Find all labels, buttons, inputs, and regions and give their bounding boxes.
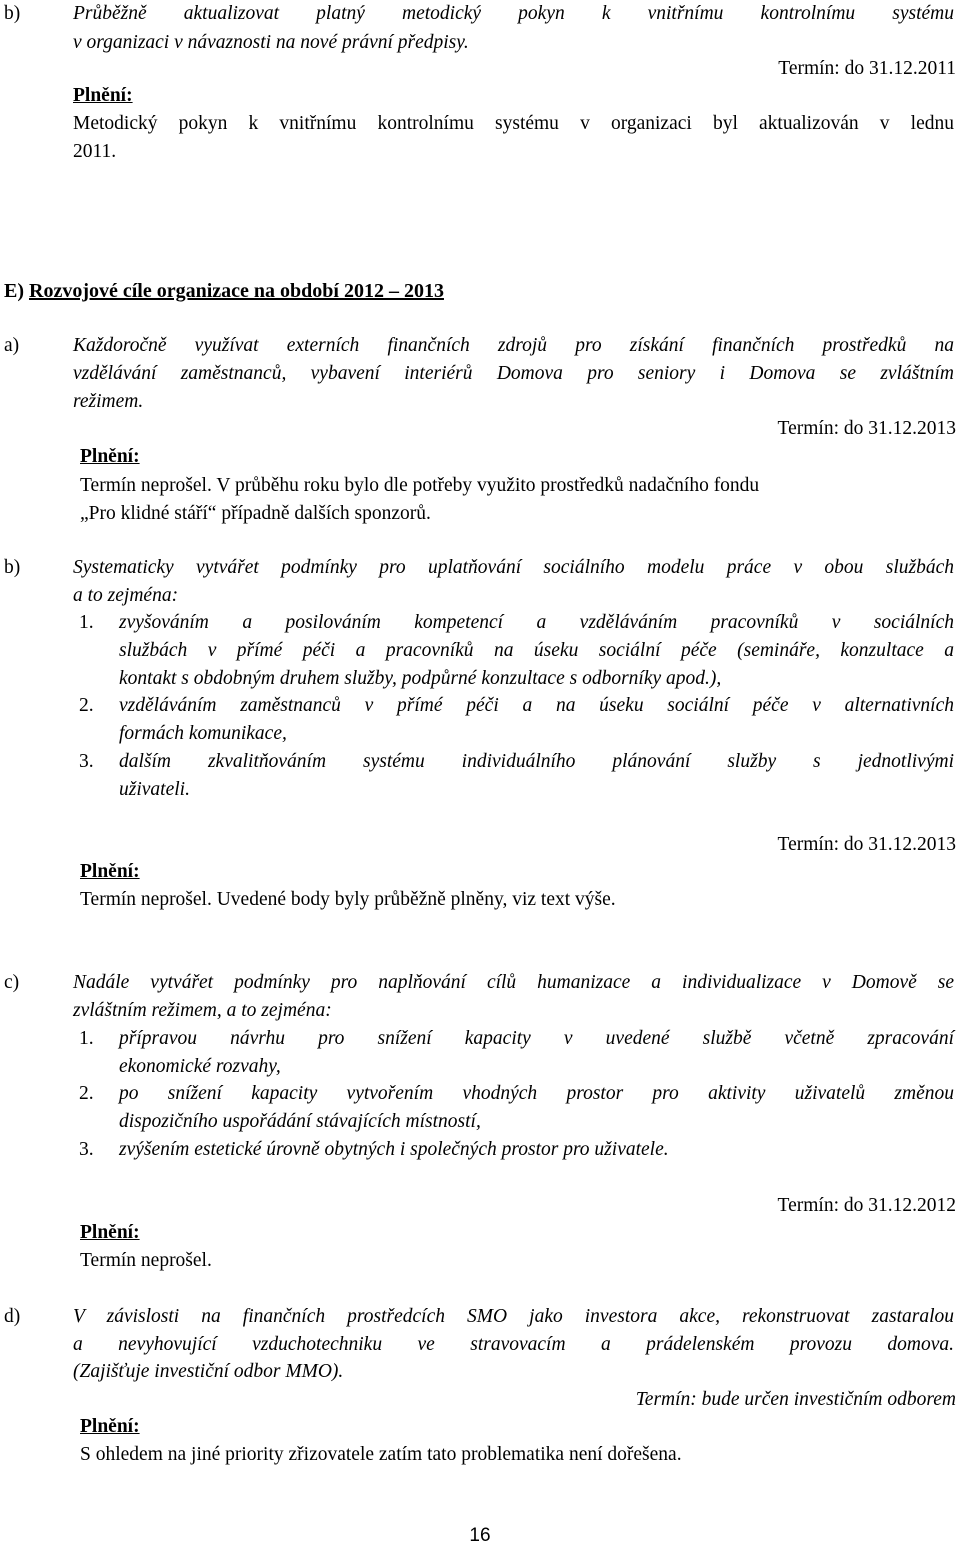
list-number: 2.: [79, 695, 94, 716]
item-marker: b): [4, 557, 21, 578]
goal-text-line: režimem.: [73, 391, 144, 412]
deadline: Termín: do 31.12.2012: [777, 1195, 956, 1216]
fulfillment-label: Plnění:: [80, 1222, 140, 1243]
fulfillment-text-line: Metodický pokyn k vnitřnímu kontrolnímu systému v organizaci byl aktualizován v lednu: [73, 113, 954, 134]
goal-text-line: Každoročně využívat externích finančních zdrojů pro získání finančních prostředků na: [73, 335, 954, 356]
item-marker: d): [4, 1306, 21, 1327]
list-item-line: vzděláváním zaměstnanců v přímé péči a na úseku sociální péče v alternativních: [119, 695, 954, 716]
list-item-line: zvýšením estetické úrovně obytných i společných prostor pro uživatele.: [119, 1139, 669, 1160]
list-number: 3.: [79, 751, 94, 772]
goal-text-line: (Zajišťuje investiční odbor MMO).: [73, 1361, 344, 1382]
goal-text-line: zvláštním režimem, a to zejména:: [73, 1000, 332, 1021]
list-item-line: dalším zkvalitňováním systému individuálního plánování služby s jednotlivými: [119, 751, 954, 772]
section-heading: [4, 279, 444, 303]
list-item-line: zvyšováním a posilováním kompetencí a vzděláváním pracovníků v sociálních: [119, 612, 954, 633]
goal-text-line: Průběžně aktualizovat platný metodický pokyn k vnitřnímu kontrolnímu systému: [73, 3, 954, 24]
goal-text-line: Nadále vytvářet podmínky pro naplňování cílů humanizace a individualizace v Domově se: [73, 972, 954, 993]
deadline: Termín: do 31.12.2013: [777, 418, 956, 439]
fulfillment-text-line: S ohledem na jiné priority zřizovatele zatím tato problematika není dořešena.: [80, 1444, 682, 1465]
list-item-line: uživateli.: [119, 779, 190, 800]
goal-text-line: V závislosti na finančních prostředcích SMO jako investora akce, rekonstruovat zastaralou: [73, 1306, 954, 1327]
goal-text-line: a to zejména:: [73, 585, 179, 606]
page-number: 16: [469, 1525, 491, 1546]
list-item-line: ekonomické rozvahy,: [119, 1056, 281, 1077]
item-marker: a): [4, 335, 20, 356]
fulfillment-text-line: „Pro klidné stáří“ případně dalších sponzorů.: [80, 503, 431, 524]
fulfillment-text-line: Termín neprošel.: [80, 1250, 212, 1271]
deadline: Termín: do 31.12.2011: [778, 58, 956, 79]
list-item-line: formách komunikace,: [119, 723, 287, 744]
list-item-line: přípravou návrhu pro snížení kapacity v uvedené službě včetně zpracování: [119, 1028, 954, 1049]
fulfillment-text-line: Termín neprošel. Uvedené body byly průběžně plněny, viz text výše.: [80, 889, 616, 910]
fulfillment-text-line: 2011.: [73, 141, 117, 162]
list-item-line: službách v přímé péči a pracovníků na úseku sociální péče (semináře, konzultace a: [119, 640, 954, 661]
fulfillment-label: Plnění:: [73, 85, 133, 106]
section-heading-prefix: E): [4, 280, 24, 302]
list-number: 3.: [79, 1139, 94, 1160]
goal-text-line: Systematicky vytvářet podmínky pro uplatňování sociálního modelu práce v obou službách: [73, 557, 954, 578]
list-item-line: dispozičního uspořádání stávajících místností,: [119, 1111, 481, 1132]
goal-text-line: vzdělávání zaměstnanců, vybavení interiérů Domova pro seniory i Domova se zvláštním: [73, 363, 954, 384]
list-item-line: kontakt s obdobným druhem služby, podpůrné konzultace s odborníky apod.),: [119, 668, 722, 689]
item-marker: b): [4, 3, 21, 24]
fulfillment-label: Plnění:: [80, 1416, 140, 1437]
goal-text-line: a nevyhovující vzduchotechniku ve stravovacím a prádelenském provozu domova.: [73, 1334, 954, 1355]
goal-text-line: v organizaci v návaznosti na nové právní předpisy.: [73, 32, 469, 53]
list-number: 1.: [79, 612, 94, 633]
fulfillment-label: Plnění:: [80, 861, 140, 882]
list-number: 2.: [79, 1083, 94, 1104]
fulfillment-label: Plnění:: [80, 446, 140, 467]
fulfillment-text-line: Termín neprošel. V průběhu roku bylo dle potřeby využito prostředků nadačního fondu: [80, 475, 760, 496]
deadline: Termín: bude určen investičním odborem: [635, 1389, 956, 1410]
item-marker: c): [4, 972, 20, 993]
deadline: Termín: do 31.12.2013: [777, 834, 956, 855]
list-number: 1.: [79, 1028, 94, 1049]
section-heading-title: Rozvojové cíle organizace na období 2012 – 2013: [29, 280, 444, 302]
list-item-line: po snížení kapacity vytvořením vhodných prostor pro aktivity uživatelů změnou: [119, 1083, 954, 1104]
